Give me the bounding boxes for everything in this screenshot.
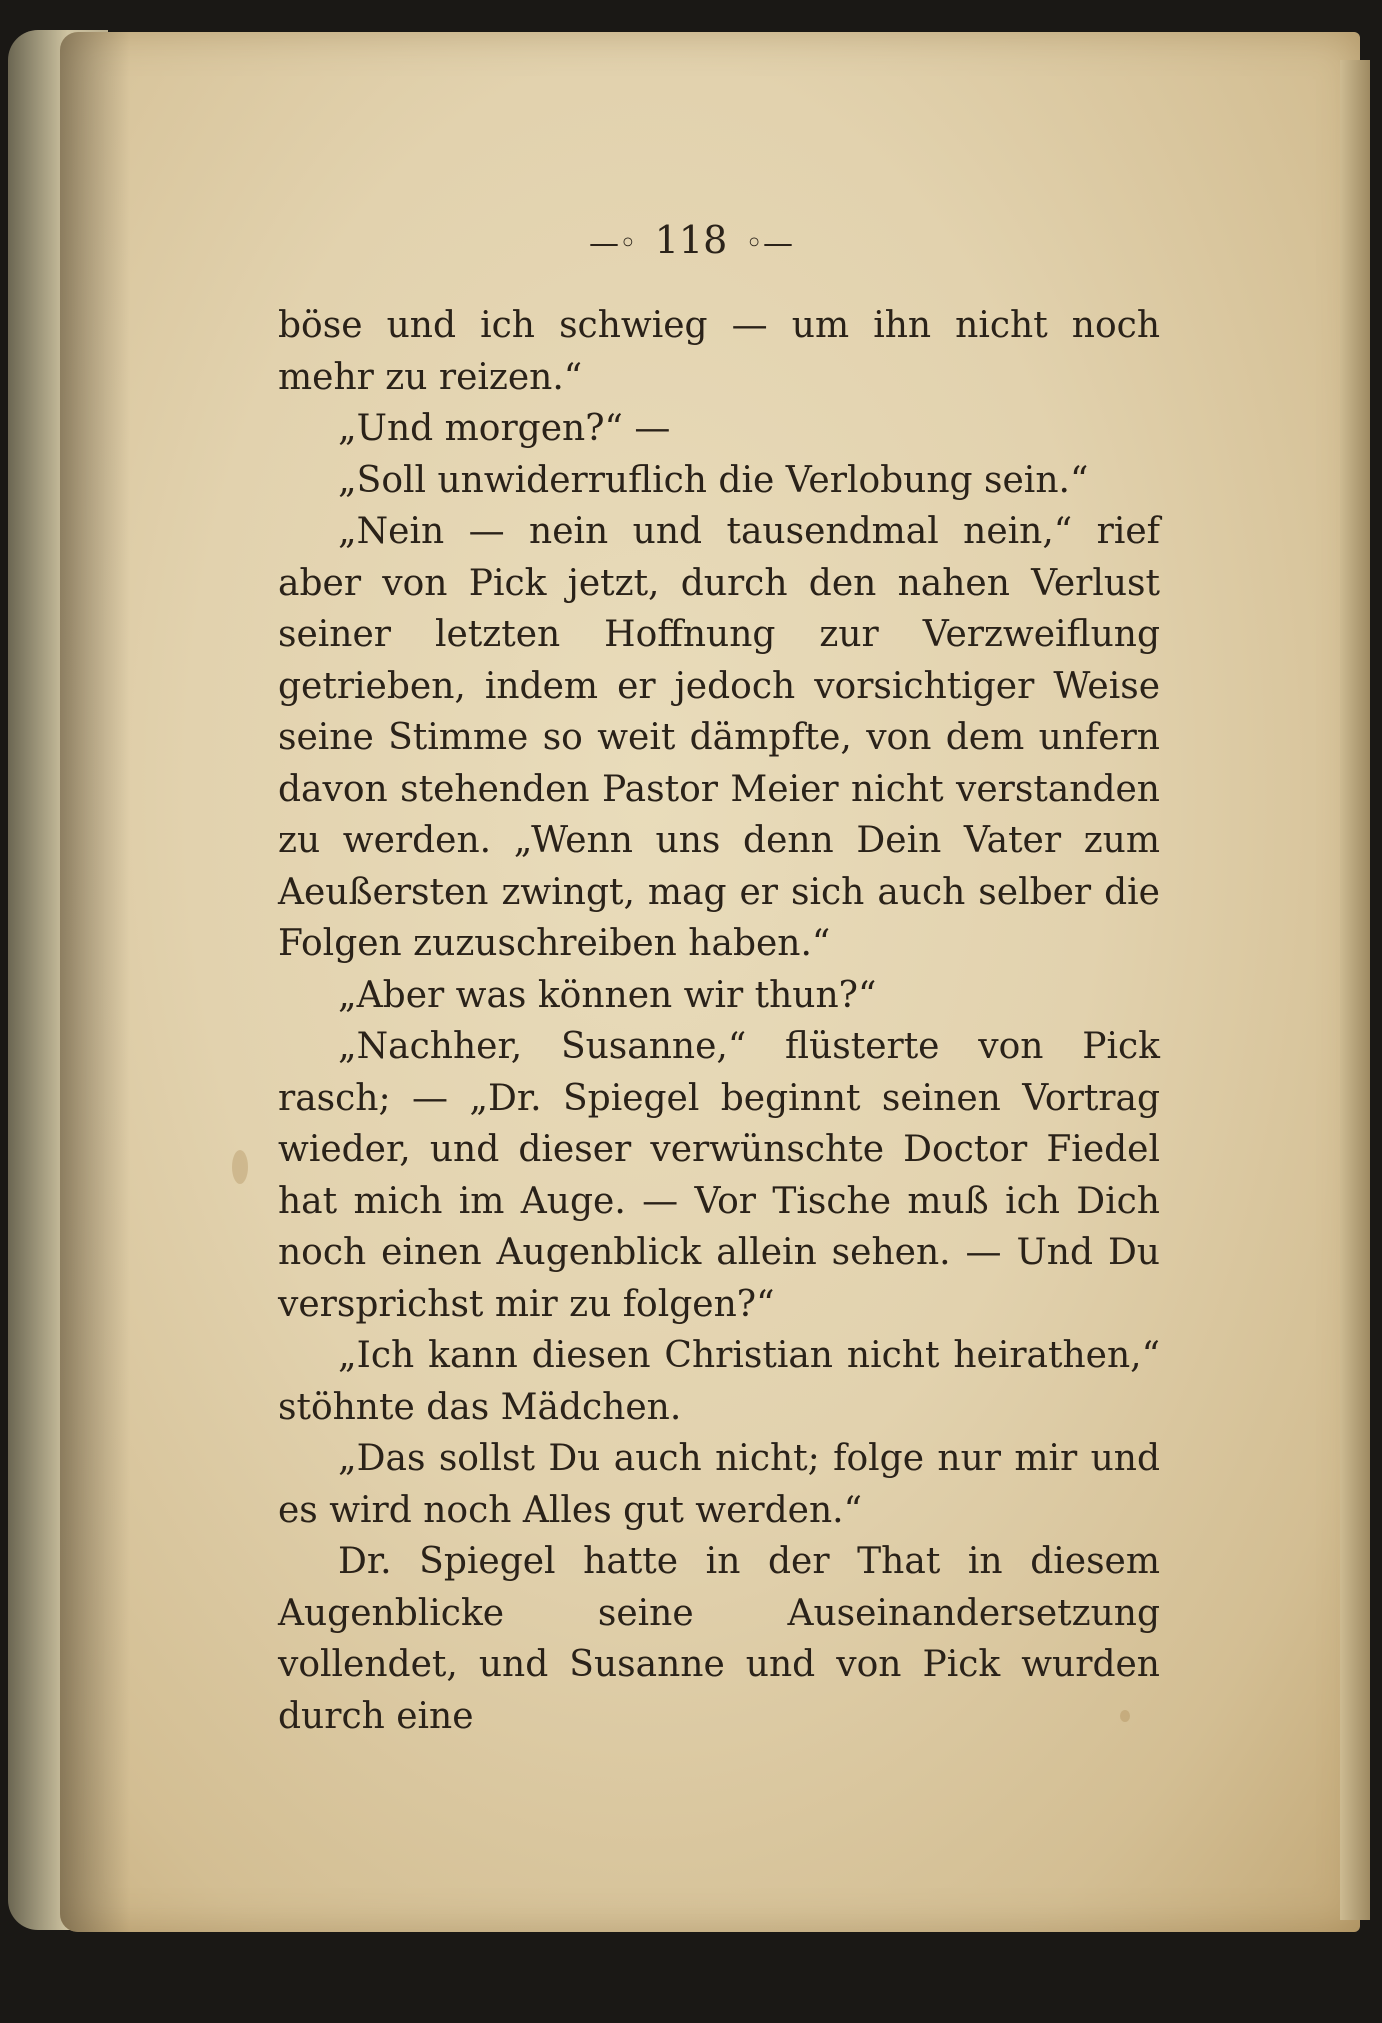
paper-stain [232, 1150, 248, 1184]
paragraph: „Nachher, Susanne,“ flüsterte von Pick rasch; — „Dr. Spiegel beginnt seinen Vortrag wieder, und dieser verwünschte Doctor Fiedel hat mich im Auge. — Vor Tische muß ich Dich noch einen Augenblick allein sehen. — Und Du versprichst mir zu folgen?“ [278, 1026, 1160, 1325]
paragraph: „Das sollst Du auch nicht; folge nur mir und es wird noch Alles gut werden.“ [278, 1438, 1160, 1531]
paragraph: Dr. Spiegel hatte in der That in diesem Augenblicke seine Auseinandersetzung vollendet, und Susanne und von Pick wurden durch eine [278, 1541, 1160, 1737]
page-right-edge [1340, 60, 1370, 1920]
header-ornament-left: —◦ [589, 226, 637, 261]
paragraph: „Aber was können wir thun?“ [338, 974, 877, 1016]
page-gutter-shadow [60, 32, 130, 1932]
paragraph: „Ich kann diesen Christian nicht heirathen,“ stöhnte das Mädchen. [278, 1335, 1160, 1428]
paragraph: „Soll unwiderruflich die Verlobung sein.“ [338, 459, 1089, 501]
header-ornament-right: ◦— [745, 226, 793, 261]
paragraph: böse und ich schwieg — um ihn nicht noch mehr zu reizen.“ [278, 305, 1160, 398]
body-text [278, 300, 1160, 1742]
paragraph: „Nein — nein und tausendmal nein,“ rief aber von Pick jetzt, durch den nahen Verlust seiner letzten Hoffnung zur Verzweiflung getrieben, indem er jedoch vorsichtiger Weise seine Stimme so weit dämpfte, von dem unfern davon stehenden Pastor Meier nicht verstanden zu werden. „Wenn uns denn Dein Vater zum Aeußersten zwingt, mag er sich auch selber die Folgen zuzuschreiben haben.“ [278, 511, 1160, 964]
page-header [0, 218, 1382, 262]
page-number: 118 [654, 218, 728, 262]
paragraph: „Und morgen?“ — [338, 408, 671, 449]
